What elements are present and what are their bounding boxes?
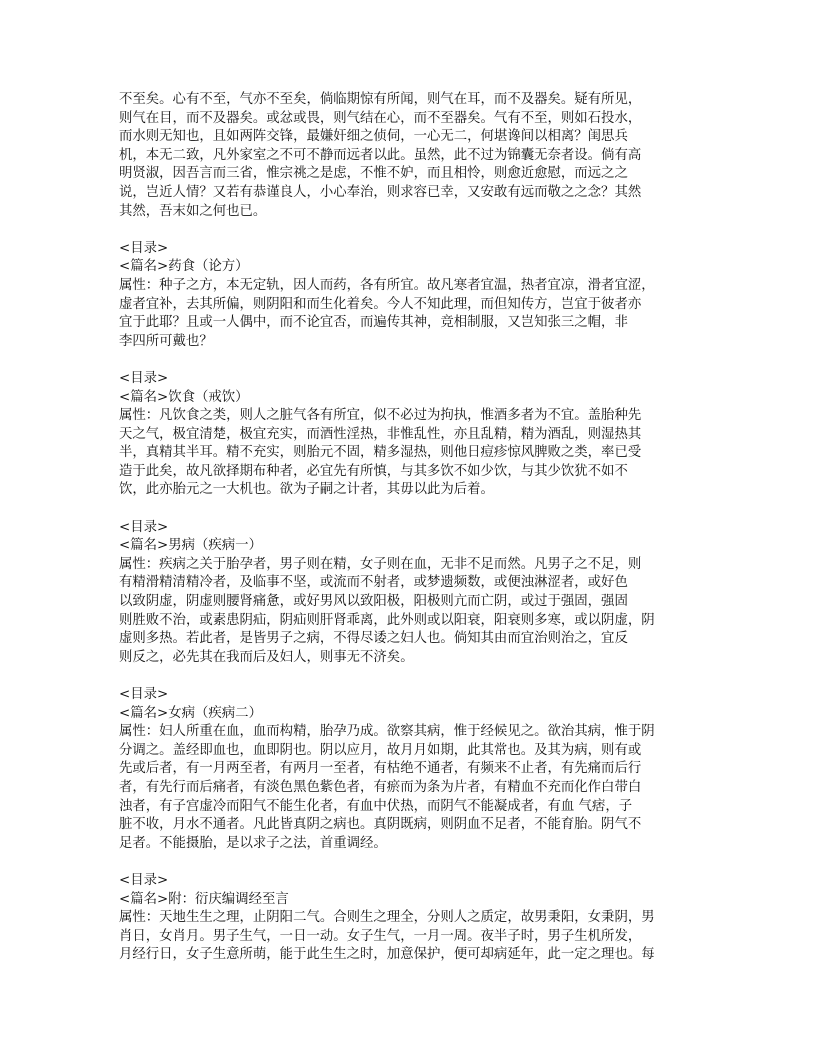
intro-paragraph	[119, 91, 694, 221]
section-line: 属性：种子之方，本无定轨，因人而药，各有所宜。故凡寒者宜温，热者宜凉，滑者宜涩，	[119, 277, 655, 293]
intro-line: 而水则无知也，且如两阵交锋，最嫌奸细之侦伺，一心无二，何堪谗间以相离？闺思兵	[119, 129, 628, 145]
section-line: 饮，此亦胎元之一大机也。欲为子嗣之计者，其毋以此为后着。	[119, 482, 494, 498]
intro-line: 机，本无二致，凡外家室之不可不静而远者以此。虽然，此不过为锦囊无奈者设。倘有高	[119, 147, 642, 163]
section-line: 天之气，极宜清楚，极宜充实，而酒性淫热，非惟乱性，亦且乱精，精为酒乱，则湿热其	[119, 426, 642, 442]
section-line: 者，有先行而后痛者，有淡色黑色紫色者，有瘀而为条为片者，有精血不充而化作白带白	[119, 779, 642, 795]
intro-line: 则气在目，而不及器矣。或忿或畏，则气结在心，而不至器矣。气有不至，则如石投水，	[119, 110, 642, 126]
section-line: 则反之，必先其在我而后及妇人，则事无不济矣。	[119, 649, 414, 665]
intro-line: 不至矣。心有不至，气亦不至矣，倘临期惊有所闻，则气在耳，而不及器矣。疑有所见，	[119, 92, 642, 107]
catalog-tag: <目录>	[119, 872, 169, 888]
section-line: 属性：天地生生之理，止阴阳二气。合则生之理全，分则人之质定，故男秉阳，女秉阴，男	[119, 910, 655, 926]
section	[119, 686, 694, 853]
intro-line: 其然，吾末如之何也已。	[119, 203, 267, 219]
section-line: 分调之。盖经即血也，血即阴也。阴以应月，故月月如期，此其常也。及其为病，则有或	[119, 742, 642, 758]
section	[119, 519, 694, 668]
sections-container	[119, 240, 694, 965]
section-title: <篇名>附：衍庆编调经至言	[119, 891, 289, 907]
section-line: 足者。不能摄胎，是以求子之法，首重调经。	[119, 835, 387, 851]
catalog-tag: <目录>	[119, 240, 169, 256]
intro-line: 明贤淑，因吾言而三省，惟宗祧之是虑，不惟不妒，而且相怜，则愈近愈慰，而远之之	[119, 166, 628, 182]
section	[119, 872, 694, 965]
section	[119, 370, 694, 500]
section-title: <篇名>药食（论方）	[119, 259, 249, 275]
section-line: 肖日，女肖月。男子生气，一日一动。女子生气，一月一周。夜半子时，男子生机所发，	[119, 928, 642, 944]
section-line: 属性：凡饮食之类，则人之脏气各有所宜，似不必过为拘执，惟酒多者为不宜。盖胎种先	[119, 408, 642, 424]
section-line: 李四所可戴也？	[119, 333, 213, 349]
section-line: 虚则多热。若此者，是皆男子之病，不得尽诿之妇人也。倘知其由而宜治则治之，宜反	[119, 631, 628, 647]
section-line: 以致阴虚，阴虚则腰肾痛惫，或好男风以致阳极，阳极则亢而亡阴，或过于强固，强固	[119, 594, 628, 610]
section-line: 则胜败不治，或素患阴疝，阴疝则肝肾乖离，此外则或以阳衰，阳衰则多寒，或以阴虚，阴	[119, 612, 655, 628]
catalog-tag: <目录>	[119, 519, 169, 535]
section-line: 脏不收，月水不通者。凡此皆真阴之病也。真阴既病，则阴血不足者，不能育胎。阴气不	[119, 817, 642, 833]
section-line: 宜于此耶？且或一人偶中，而不论宜否，而遍传其神，竞相制服，又岂知张三之帽，非	[119, 315, 628, 331]
document-page	[119, 91, 694, 965]
section-title: <篇名>饮食（戒饮）	[119, 389, 249, 405]
catalog-tag: <目录>	[119, 370, 169, 386]
section-line: 先或后者，有一月两至者，有两月一至者，有枯绝不通者，有频来不止者，有先痛而后行	[119, 761, 642, 777]
section-title: <篇名>女病（疾病二）	[119, 705, 262, 721]
section-title: <篇名>男病（疾病一）	[119, 538, 262, 554]
section-line: 属性：妇人所重在血，血而构精，胎孕乃成。欲察其病，惟于经候见之。欲治其病，惟于阴	[119, 724, 655, 740]
section-line: 虚者宜补，去其所偏，则阴阳和而生化着矣。今人不知此理，而但知传方，岂宜于彼者亦	[119, 296, 642, 312]
section-line: 属性：疾病之关于胎孕者，男子则在精，女子则在血，无非不足而然。凡男子之不足，则	[119, 556, 642, 572]
section	[119, 240, 694, 352]
section-line: 月经行日，女子生意所萌，能于此生生之时，加意保护，便可却病延年，此一定之理也。每	[119, 947, 655, 963]
catalog-tag: <目录>	[119, 687, 169, 702]
intro-line: 说，岂近人情？又若有恭谨良人，小心奉治，则求容已幸，又安敢有远而敬之之念？其然	[119, 184, 642, 200]
section-line: 有精滑精清精冷者，及临事不坚，或流而不射者，或梦遗频数，或便浊淋涩者，或好色	[119, 575, 628, 591]
section-line: 造于此矣，故凡欲择期布种者，必宜先有所慎，与其多饮不如少饮，与其少饮犹不如不	[119, 463, 628, 479]
section-line: 半，真精其半耳。精不充实，则胎元不固，精多湿热，则他日痘疹惊风脾败之类，率已受	[119, 445, 642, 461]
section-line: 浊者，有子宫虚冷而阳气不能生化者，有血中伏热，而阴气不能凝成者，有血 气痞，子	[119, 798, 633, 814]
